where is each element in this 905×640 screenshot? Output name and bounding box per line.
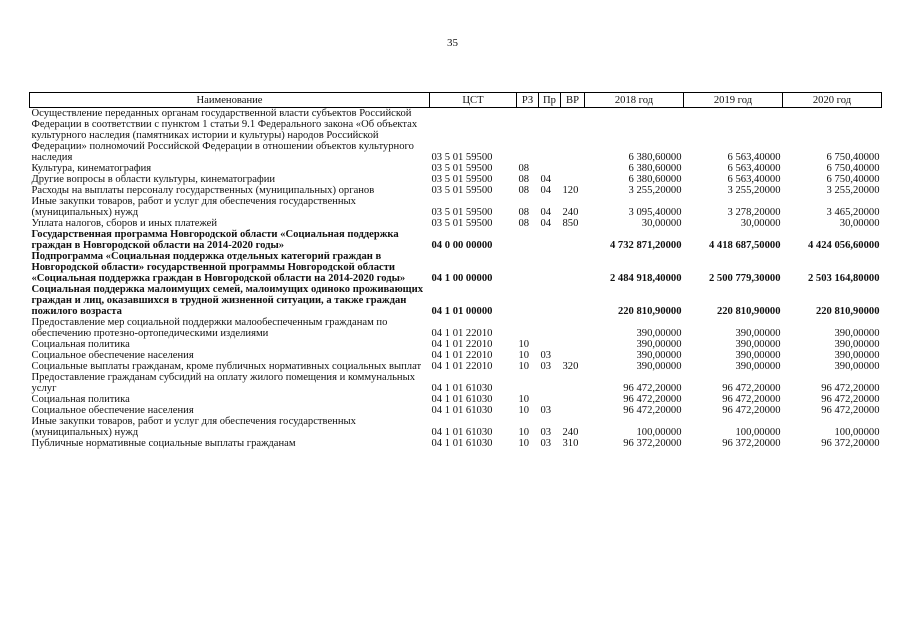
row-vr (561, 284, 585, 317)
row-rz: 08 (518, 218, 530, 229)
header-2020: 2020 год (783, 93, 882, 108)
row-2019: 100,00000 (735, 427, 781, 438)
row-name: Предоставление мер социальной поддержки малообеспеченным гражданам по обеспечению протезно-ортопедическими изделиями (31, 317, 388, 339)
row-name: Социальная политика (31, 394, 130, 405)
row-2020: 390,00000 (834, 328, 880, 339)
row-rz: 10 (518, 350, 530, 361)
row-pr (539, 339, 561, 350)
table-row (30, 361, 882, 372)
row-2020: 100,00000 (834, 427, 880, 438)
row-name: Иные закупки товаров, работ и услуг для обеспечения государственных (муниципальных) нужд (31, 196, 356, 218)
table-row (30, 218, 882, 229)
row-rz: 08 (518, 163, 530, 174)
row-2019: 6 563,40000 (727, 152, 781, 163)
row-2018: 3 095,40000 (628, 207, 682, 218)
row-2020: 3 255,20000 (826, 185, 880, 196)
row-name: Публичные нормативные социальные выплаты гражданам (31, 438, 296, 449)
table-row (30, 284, 882, 317)
row-2018: 96 472,20000 (623, 405, 682, 416)
row-2020: 30,00000 (839, 218, 880, 229)
row-rz: 08 (518, 174, 530, 185)
row-cst: 03 5 01 59500 (431, 218, 493, 229)
table-row (30, 108, 882, 164)
row-vr: 240 (562, 427, 579, 438)
row-cst: 03 5 01 59500 (431, 174, 493, 185)
row-vr (561, 251, 585, 284)
row-vr: 120 (562, 185, 579, 196)
row-2020: 96 472,20000 (821, 394, 880, 405)
row-2019: 4 418 687,50000 (708, 240, 781, 251)
row-2019: 220 810,90000 (716, 306, 781, 317)
table-row (30, 438, 882, 449)
row-pr: 03 (540, 405, 552, 416)
table-row (30, 229, 882, 251)
row-name: Социальное обеспечение населения (31, 405, 194, 416)
row-2019: 6 563,40000 (727, 163, 781, 174)
row-2019: 3 278,20000 (727, 207, 781, 218)
row-name: Социальная поддержка малоимущих семей, малоимущих одиноко проживающих граждан и лиц, оказавшихся в трудной жизненной ситуации, а также граждан пожилого возраста (31, 284, 424, 317)
table-row (30, 163, 882, 174)
row-cst: 03 5 01 59500 (431, 207, 493, 218)
header-cst: ЦСТ (430, 93, 517, 108)
row-name: Государственная программа Новгородской области «Социальная поддержка граждан в Новгородской области на 2014-2020 годы» (31, 229, 399, 251)
row-2018: 390,00000 (636, 350, 682, 361)
table-row (30, 185, 882, 196)
row-name: Социальная политика (31, 339, 130, 350)
table-body (30, 108, 882, 450)
row-name: Подпрограмма «Социальная поддержка отдельных категорий граждан в Новгородской области» государственной программы Новгородской области «Социальная поддержка граждан в Новгородской области на 2014-2020 годы» (31, 251, 406, 284)
row-vr (561, 394, 585, 405)
row-pr: 03 (540, 361, 552, 372)
row-2018: 390,00000 (636, 339, 682, 350)
row-2020: 390,00000 (834, 339, 880, 350)
row-name: Иные закупки товаров, работ и услуг для обеспечения государственных (муниципальных) нужд (31, 416, 356, 438)
row-2020: 96 472,20000 (821, 405, 880, 416)
row-cst: 04 0 00 00000 (431, 240, 493, 251)
row-2020: 2 503 164,80000 (807, 273, 880, 284)
row-pr: 04 (540, 185, 552, 196)
table-row (30, 416, 882, 438)
row-cst: 04 1 01 61030 (431, 405, 493, 416)
row-2018: 220 810,90000 (617, 306, 682, 317)
row-name: Социальное обеспечение населения (31, 350, 194, 361)
table-row (30, 350, 882, 361)
row-vr (561, 108, 585, 164)
row-cst: 04 1 01 61030 (431, 383, 493, 394)
row-name: Предоставление гражданам субсидий на оплату жилого помещения и коммунальных услуг (31, 372, 416, 394)
row-2019: 30,00000 (740, 218, 781, 229)
row-vr (561, 317, 585, 339)
row-pr (539, 163, 561, 174)
row-2018: 2 484 918,40000 (609, 273, 682, 284)
row-pr (539, 284, 561, 317)
row-pr: 04 (540, 207, 552, 218)
row-vr (561, 339, 585, 350)
row-rz (517, 251, 539, 284)
row-cst: 04 1 01 00000 (431, 306, 493, 317)
table-row (30, 317, 882, 339)
table-row (30, 251, 882, 284)
row-rz (517, 229, 539, 251)
row-pr (539, 251, 561, 284)
row-vr: 320 (562, 361, 579, 372)
row-rz: 10 (518, 394, 530, 405)
row-rz (517, 284, 539, 317)
row-2019: 390,00000 (735, 328, 781, 339)
row-pr (539, 372, 561, 394)
row-2018: 6 380,60000 (628, 163, 682, 174)
header-2018: 2018 год (585, 93, 684, 108)
row-rz (517, 317, 539, 339)
row-pr: 03 (540, 438, 552, 449)
row-cst: 04 1 01 22010 (431, 328, 493, 339)
row-vr (561, 174, 585, 185)
row-cst: 04 1 01 22010 (431, 339, 493, 350)
row-rz: 08 (518, 185, 530, 196)
table-row (30, 394, 882, 405)
row-cst: 03 5 01 59500 (431, 163, 493, 174)
row-pr: 04 (540, 218, 552, 229)
row-cst: 04 1 00 00000 (431, 273, 493, 284)
row-name: Социальные выплаты гражданам, кроме публичных нормативных социальных выплат (31, 361, 422, 372)
header-pr: Пр (539, 93, 561, 108)
row-2020: 220 810,90000 (815, 306, 880, 317)
row-pr (539, 108, 561, 164)
row-2020: 390,00000 (834, 361, 880, 372)
header-row (30, 93, 882, 108)
row-rz: 10 (518, 339, 530, 350)
row-2018: 96 472,20000 (623, 383, 682, 394)
row-pr (539, 229, 561, 251)
row-2019: 2 500 779,30000 (708, 273, 781, 284)
row-2020: 3 465,20000 (826, 207, 880, 218)
row-2020: 6 750,40000 (826, 163, 880, 174)
row-2018: 30,00000 (641, 218, 682, 229)
row-vr (561, 405, 585, 416)
header-vr: ВР (561, 93, 585, 108)
row-vr (561, 350, 585, 361)
row-rz (517, 372, 539, 394)
row-2019: 96 372,20000 (722, 438, 781, 449)
row-rz: 10 (518, 405, 530, 416)
row-name: Осуществление переданных органам государственной власти субъектов Российской Федерации в соответствии с пунктом 1 статьи 9.1 Федерального закона «Об объектах культурного наследия (памятниках истории и культуры) народов Российской Федерации» полномочий Российской Федерации в отношении объектов культурного наследия (31, 108, 418, 163)
table-row (30, 196, 882, 218)
row-pr (539, 394, 561, 405)
row-vr: 310 (562, 438, 579, 449)
row-2018: 100,00000 (636, 427, 682, 438)
row-rz: 10 (518, 361, 530, 372)
row-cst: 03 5 01 59500 (431, 185, 493, 196)
row-cst: 03 5 01 59500 (431, 152, 493, 163)
row-2020: 390,00000 (834, 350, 880, 361)
table-row (30, 405, 882, 416)
row-2018: 3 255,20000 (628, 185, 682, 196)
row-vr: 240 (562, 207, 579, 218)
budget-table (29, 92, 882, 449)
row-cst: 04 1 01 61030 (431, 438, 493, 449)
table-row (30, 372, 882, 394)
row-name: Культура, кинематография (31, 163, 152, 174)
row-2019: 3 255,20000 (727, 185, 781, 196)
row-cst: 04 1 01 61030 (431, 427, 493, 438)
row-pr: 03 (540, 350, 552, 361)
header-2019: 2019 год (684, 93, 783, 108)
row-2020: 96 372,20000 (821, 438, 880, 449)
row-rz: 10 (518, 427, 530, 438)
row-cst: 04 1 01 61030 (431, 394, 493, 405)
page-number: 35 (447, 37, 458, 49)
row-2019: 96 472,20000 (722, 405, 781, 416)
row-name: Расходы на выплаты персоналу государственных (муниципальных) органов (31, 185, 375, 196)
row-pr (539, 317, 561, 339)
row-name: Уплата налогов, сборов и иных платежей (31, 218, 218, 229)
row-2018: 4 732 871,20000 (609, 240, 682, 251)
row-2018: 96 372,20000 (623, 438, 682, 449)
row-2018: 390,00000 (636, 361, 682, 372)
row-vr (561, 372, 585, 394)
row-2019: 6 563,40000 (727, 174, 781, 185)
row-2019: 390,00000 (735, 350, 781, 361)
row-2020: 96 472,20000 (821, 383, 880, 394)
row-2019: 390,00000 (735, 339, 781, 350)
row-2018: 96 472,20000 (623, 394, 682, 405)
row-rz: 10 (518, 438, 530, 449)
row-pr: 04 (540, 174, 552, 185)
row-rz (517, 108, 539, 164)
row-pr: 03 (540, 427, 552, 438)
row-vr: 850 (562, 218, 579, 229)
header-name: Наименование (30, 93, 430, 108)
row-cst: 04 1 01 22010 (431, 361, 493, 372)
table-row (30, 174, 882, 185)
row-2019: 96 472,20000 (722, 383, 781, 394)
row-2020: 6 750,40000 (826, 174, 880, 185)
row-2018: 6 380,60000 (628, 174, 682, 185)
row-2019: 390,00000 (735, 361, 781, 372)
row-vr (561, 229, 585, 251)
row-rz: 08 (518, 207, 530, 218)
row-2020: 4 424 056,60000 (807, 240, 880, 251)
row-2018: 390,00000 (636, 328, 682, 339)
row-vr (561, 163, 585, 174)
row-2019: 96 472,20000 (722, 394, 781, 405)
header-rz: РЗ (517, 93, 539, 108)
row-2018: 6 380,60000 (628, 152, 682, 163)
row-name: Другие вопросы в области культуры, кинематографии (31, 174, 276, 185)
row-2020: 6 750,40000 (826, 152, 880, 163)
row-cst: 04 1 01 22010 (431, 350, 493, 361)
table-row (30, 339, 882, 350)
